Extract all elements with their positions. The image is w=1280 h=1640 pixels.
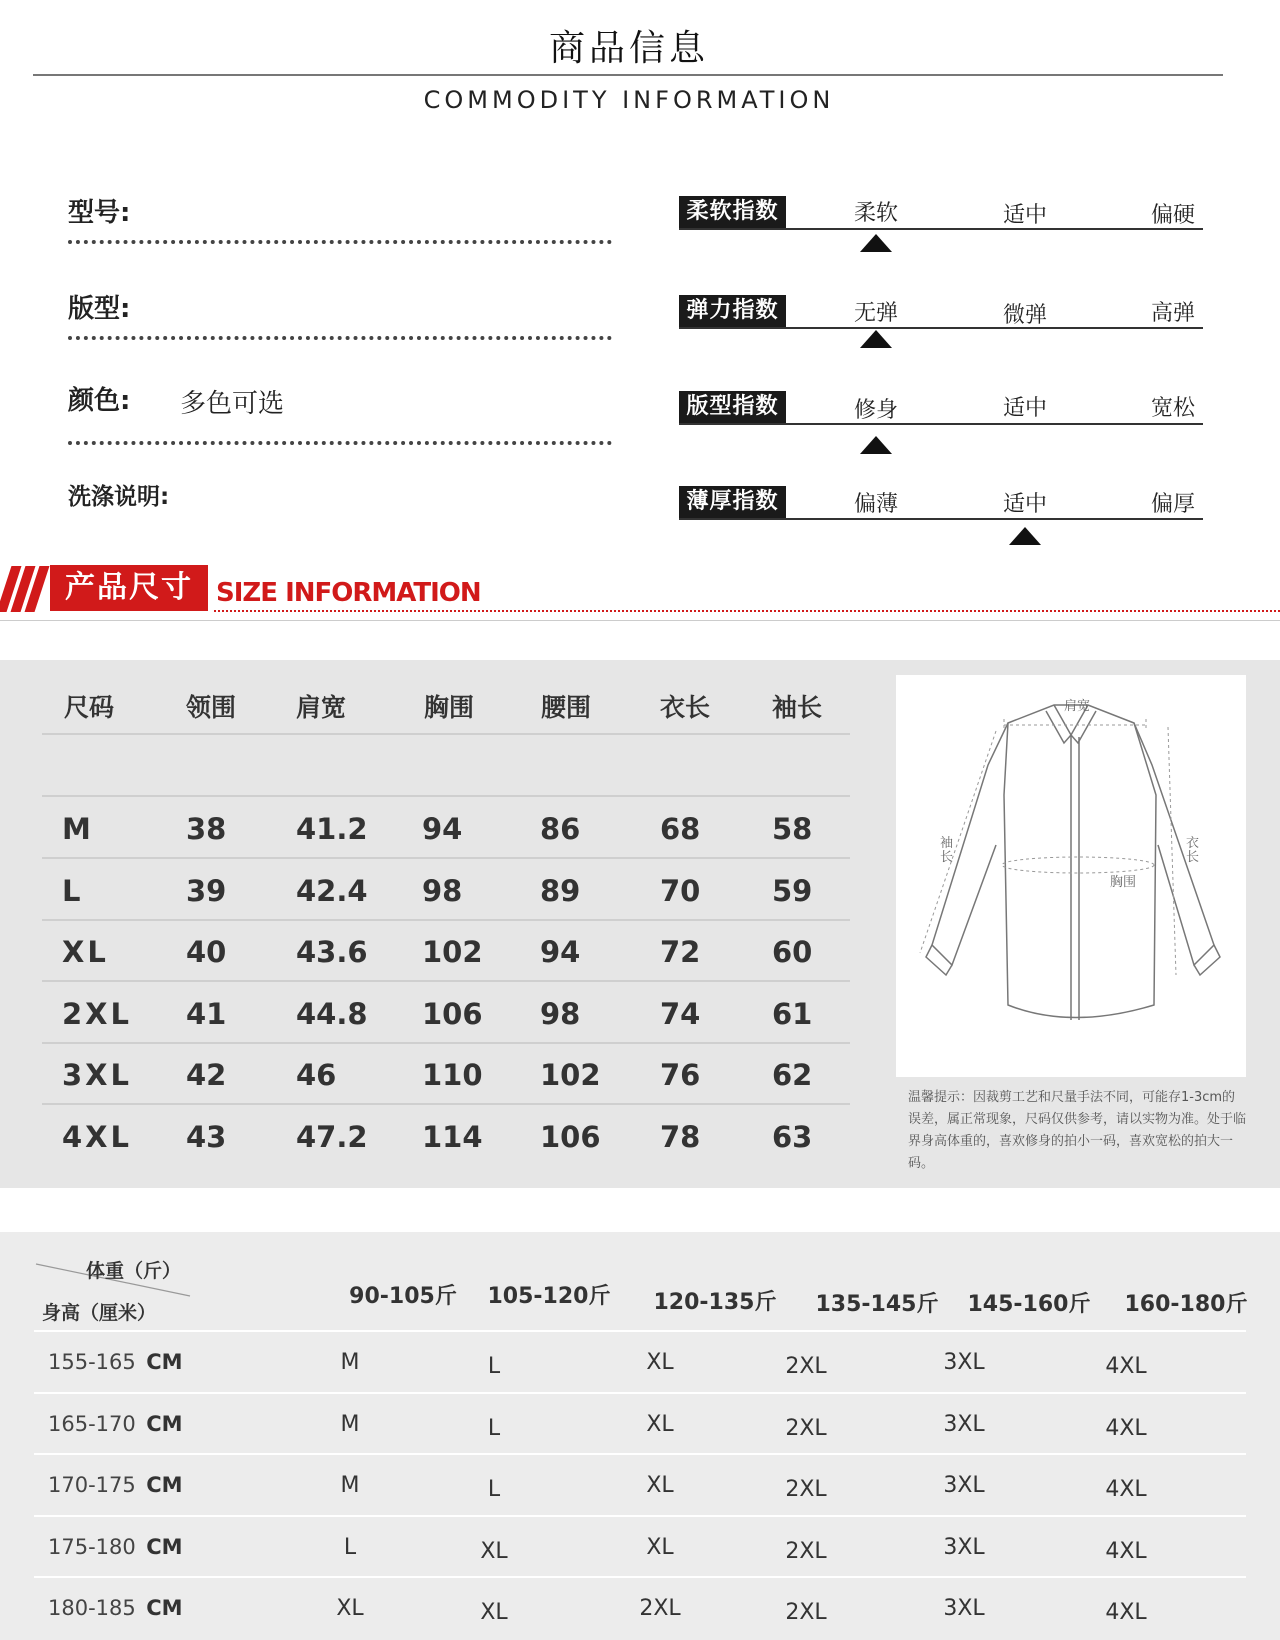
recommend-size-cell: 3XL [943, 1350, 985, 1375]
size-cell-size: 2XL [62, 996, 133, 1031]
size-table-rule [42, 857, 850, 859]
size-table-rule [42, 980, 850, 982]
size-cell-size: 4XL [62, 1119, 133, 1154]
recommend-row-rule [34, 1453, 1246, 1455]
recommend-row-rule [34, 1515, 1246, 1517]
recommend-size-cell: 2XL [785, 1477, 827, 1502]
height-range: 170-175 [48, 1473, 136, 1497]
size-header-waist: 腰围 [541, 693, 592, 722]
weight-header-2: 105-120斤 [487, 1284, 611, 1309]
size-cell-waist: 106 [540, 1119, 601, 1154]
recommend-size-cell: 4XL [1105, 1538, 1147, 1564]
recommend-size-cell: L [487, 1354, 501, 1379]
size-tip-note: 温馨提示：因裁剪工艺和尺量手法不同，可能存1-3cm的误差，属正常现象，尺码仅供参考，请以实物为准。处于临界身高体重的，喜欢修身的拍小一码，喜欢宽松的拍大一码。 [908, 1090, 1247, 1171]
size-cell-size: XL [62, 935, 109, 969]
size-header-length: 衣长 [660, 693, 711, 722]
recommend-size-cell: M [340, 1350, 360, 1375]
recommend-size-cell: 4XL [1105, 1354, 1147, 1379]
weight-axis-label: 体重（斤） [86, 1260, 182, 1282]
size-table-rule [42, 919, 850, 921]
washing-label: 洗涤说明: [68, 484, 170, 510]
recommend-row-rule [34, 1330, 1246, 1332]
recommend-size-cell: 3XL [943, 1534, 985, 1560]
height-range: 180-185 [48, 1596, 136, 1620]
weight-header-3: 120-135斤 [653, 1290, 777, 1315]
fit-option-loose: 宽松 [1150, 396, 1195, 421]
softness-option-medium: 适中 [1002, 203, 1047, 228]
size-cell-waist: 98 [540, 996, 581, 1031]
size-cell-chest: 102 [422, 935, 483, 969]
size-cell-sleeve: 62 [772, 1058, 813, 1092]
recommend-size-cell: 3XL [943, 1473, 985, 1498]
model-label: 型号: [68, 198, 131, 228]
elasticity-tag: 弹力指数 [679, 295, 786, 327]
thickness-option-medium: 适中 [1002, 492, 1047, 517]
size-cell-collar: 40 [186, 935, 227, 969]
recommend-height-cell [48, 1350, 183, 1374]
recommend-size-cell: XL [646, 1350, 674, 1375]
size-header-size: 尺码 [64, 693, 115, 722]
size-cell-chest: 94 [422, 812, 463, 846]
size-header-shoulder: 肩宽 [296, 693, 347, 722]
size-cell-shoulder: 44.8 [296, 996, 368, 1031]
shirt-measurement-diagram [896, 675, 1246, 1077]
size-table-rule [42, 1103, 850, 1105]
thickness-marker-icon [1009, 527, 1041, 545]
softness-marker-icon [860, 234, 892, 252]
size-cell-chest: 106 [422, 996, 483, 1031]
recommend-height-cell [48, 1596, 183, 1620]
recommend-height-cell [48, 1535, 183, 1559]
softness-scale-line [679, 228, 1203, 230]
recommend-size-cell: 4XL [1105, 1477, 1147, 1502]
size-cell-shoulder: 43.6 [296, 935, 368, 969]
size-cell-sleeve: 58 [772, 812, 813, 846]
diagram-label-shoulder: 肩宽 [1064, 699, 1091, 714]
size-cell-length: 76 [660, 1058, 701, 1092]
size-cell-collar: 38 [186, 812, 227, 846]
recommend-size-cell: 2XL [785, 1600, 827, 1625]
recommend-size-cell: 2XL [639, 1596, 681, 1621]
size-table-rule [42, 1042, 850, 1044]
height-unit: CM [146, 1596, 183, 1620]
banner-dotted-line [214, 610, 1280, 612]
size-cell-chest: 114 [422, 1119, 483, 1154]
thickness-option-thin: 偏薄 [853, 492, 898, 517]
recommend-size-cell: L [487, 1477, 501, 1502]
size-cell-sleeve: 60 [772, 935, 813, 969]
size-cell-collar: 41 [186, 996, 227, 1031]
size-table-rule [42, 795, 850, 797]
fit-tag: 版型指数 [679, 391, 786, 423]
size-cell-shoulder: 46 [296, 1058, 337, 1092]
weight-header-1: 90-105斤 [349, 1284, 457, 1309]
size-cell-length: 78 [660, 1119, 701, 1154]
size-cell-length: 72 [660, 935, 701, 969]
recommend-row-rule [34, 1576, 1246, 1578]
size-cell-waist: 86 [540, 812, 581, 846]
recommend-size-cell: 2XL [785, 1415, 827, 1441]
weight-header-5: 145-160斤 [967, 1292, 1091, 1317]
size-cell-shoulder: 42.4 [296, 873, 368, 908]
model-dotted-line [68, 240, 612, 244]
elasticity-option-high: 高弹 [1150, 301, 1195, 326]
size-header-collar: 领围 [186, 693, 237, 722]
title-divider [33, 74, 1223, 76]
size-cell-collar: 42 [186, 1058, 227, 1092]
recommend-size-cell: 4XL [1105, 1600, 1147, 1625]
recommend-height-cell [48, 1412, 183, 1436]
elasticity-scale-line [679, 327, 1203, 329]
elasticity-marker-icon [860, 330, 892, 348]
recommend-size-cell: M [340, 1411, 360, 1437]
size-cell-collar: 43 [186, 1119, 227, 1154]
recommend-size-cell: 3XL [943, 1411, 985, 1437]
size-cell-sleeve: 61 [772, 996, 813, 1031]
size-cell-shoulder: 47.2 [296, 1119, 368, 1154]
diagram-label-chest: 胸围 [1110, 875, 1137, 890]
recommend-size-cell: XL [646, 1534, 674, 1560]
weight-header-4: 135-145斤 [815, 1292, 939, 1317]
section-divider [0, 620, 1280, 621]
size-header-sleeve: 袖长 [772, 693, 823, 722]
elasticity-option-slight: 微弹 [1002, 303, 1047, 328]
height-unit: CM [146, 1473, 183, 1497]
shirt-diagram-icon [896, 675, 1246, 1077]
fit-option-slim: 修身 [853, 398, 898, 423]
size-cell-sleeve: 59 [772, 873, 813, 908]
thickness-tag: 薄厚指数 [679, 486, 786, 518]
recommend-size-cell: L [343, 1534, 357, 1560]
size-cell-waist: 94 [540, 935, 581, 969]
size-cell-chest: 98 [422, 873, 463, 908]
size-cell-length: 70 [660, 873, 701, 908]
fit-scale-line [679, 423, 1203, 425]
recommend-size-cell: XL [646, 1473, 674, 1498]
recommend-size-cell: 4XL [1105, 1415, 1147, 1441]
thickness-scale-line [679, 518, 1203, 520]
recommend-size-cell: XL [336, 1596, 364, 1621]
height-axis-label: 身高（厘米） [42, 1302, 157, 1324]
size-cell-chest: 110 [422, 1058, 483, 1092]
fit-option-regular: 适中 [1002, 396, 1047, 421]
height-range: 175-180 [48, 1534, 136, 1559]
recommend-size-cell: XL [480, 1600, 508, 1625]
recommend-height-cell [48, 1473, 183, 1497]
recommend-row-rule [34, 1392, 1246, 1394]
diagram-label-length: 衣长 [1186, 836, 1200, 865]
weight-header-6: 160-180斤 [1124, 1292, 1248, 1317]
size-cell-size: 3XL [62, 1058, 133, 1092]
size-cell-waist: 89 [540, 873, 581, 908]
recommend-size-cell: 3XL [943, 1596, 985, 1621]
size-cell-length: 68 [660, 812, 701, 846]
fit-dotted-line [68, 336, 612, 340]
softness-option-soft: 柔软 [853, 201, 898, 226]
thickness-option-thick: 偏厚 [1150, 492, 1195, 517]
fit-label: 版型: [68, 294, 131, 324]
size-cell-collar: 39 [186, 873, 227, 908]
recommend-size-cell: 2XL [785, 1354, 827, 1379]
color-label: 颜色: [68, 386, 131, 416]
page-subtitle: COMMODITY INFORMATION [423, 86, 835, 114]
recommend-size-cell: M [340, 1473, 360, 1498]
recommend-size-cell: XL [646, 1411, 674, 1437]
elasticity-option-none: 无弹 [853, 301, 898, 326]
size-banner-subtitle: SIZE INFORMATION [216, 578, 481, 608]
size-cell-size: L [62, 873, 84, 908]
height-range: 155-165 [48, 1350, 136, 1374]
recommend-size-cell: L [487, 1415, 501, 1441]
size-cell-shoulder: 41.2 [296, 812, 368, 846]
recommend-size-cell: 2XL [785, 1538, 827, 1564]
height-range: 165-170 [48, 1411, 136, 1436]
height-unit: CM [146, 1350, 183, 1374]
color-value: 多色可选 [180, 389, 285, 419]
size-cell-sleeve: 63 [772, 1119, 813, 1154]
softness-tag: 柔软指数 [679, 196, 786, 228]
size-cell-length: 74 [660, 996, 701, 1031]
size-header-chest: 胸围 [424, 693, 475, 722]
size-table-rule [42, 733, 850, 735]
size-cell-waist: 102 [540, 1058, 601, 1092]
recommend-size-cell: XL [480, 1538, 508, 1564]
diagram-label-sleeve: 袖长 [940, 836, 954, 865]
softness-option-hard: 偏硬 [1150, 203, 1195, 228]
fit-marker-icon [860, 436, 892, 454]
size-banner-title: 产品尺寸 [50, 565, 208, 611]
color-dotted-line [68, 441, 612, 445]
page-title: 商品信息 [548, 28, 709, 69]
height-unit: CM [146, 1411, 183, 1436]
size-cell-size: M [62, 812, 94, 846]
height-unit: CM [146, 1534, 183, 1559]
